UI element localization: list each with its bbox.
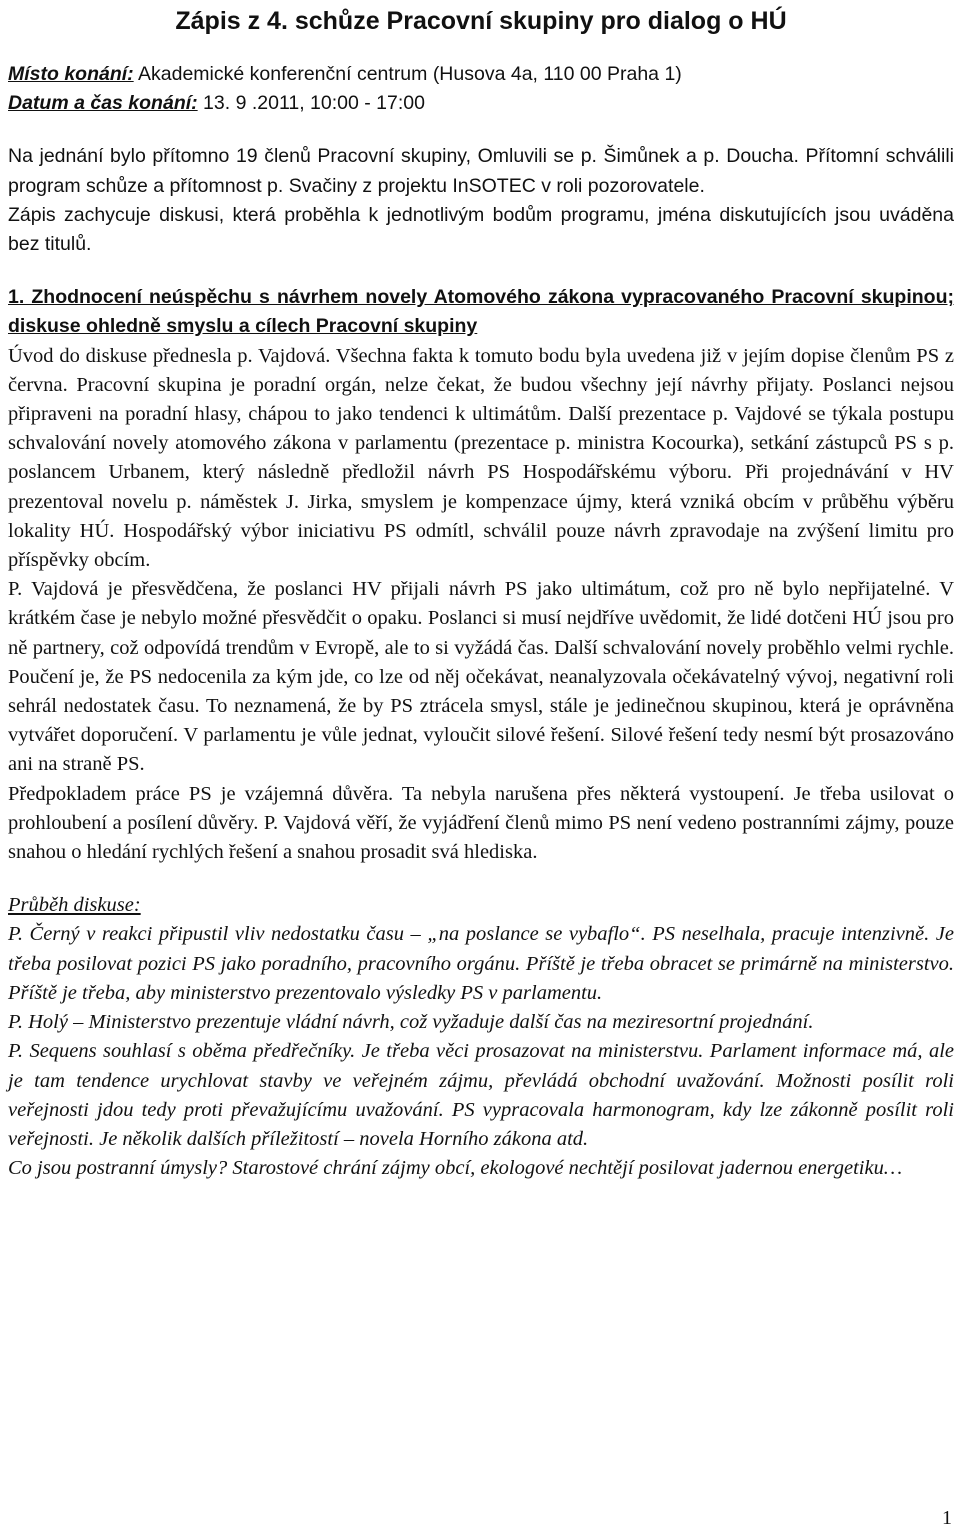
discussion-paragraph: P. Sequens souhlasí s oběma předřečníky. Je třeba věci prosazovat na ministerstvu. Parlament informace má, ale je tam tendence urychlovat stavby ve veřejném zájmu, převládá obchodní uvažování. Možnosti posílit roli veřejnosti jdou tedy proti převažujícímu uvažování. PS vypracovala harmonogram, kdy lze zákonně posílit roli veřejnosti. Je několik dalších příležitostí – novela Horního zákona atd. — [8, 1040, 954, 1150]
section-heading: 1. Zhodnocení neúspěchu s návrhem novely Atomového zákona vypracovaného Pracovní skupinou; diskuse ohledně smyslu a cílech Pracovní skupiny — [8, 286, 954, 338]
document-page — [8, 0, 954, 1183]
page-number: 1 — [942, 1507, 952, 1529]
meeting-place — [8, 60, 954, 89]
date-label: Datum a čas konání: — [8, 92, 198, 115]
meeting-meta — [8, 60, 954, 118]
discussion-paragraph: P. Holý – Ministerstvo prezentuje vládní návrh, což vyžaduje další čas na meziresortní projednání. — [8, 1011, 814, 1034]
discussion-paragraph: Co jsou postranní úmysly? Starostové chrání zájmy obcí, ekologové nechtějí posilovat jadernou energetiku… — [8, 1157, 903, 1180]
intro-paragraph: Zápis zachycuje diskusi, která proběhla k jednotlivým bodům programu, jména diskutujících jsou uváděna bez titulů. — [8, 203, 954, 256]
place-label: Místo konání: — [8, 63, 134, 85]
intro-paragraph: Na jednání bylo přítomno 19 členů Pracovní skupiny, Omluvili se p. Šimůnek a p. Doucha. Přítomní schválili program schůze a přítomnost p. Svačiny z projektu InSOTEC v roli pozorovatele. — [8, 145, 954, 197]
section-paragraph: P. Vajdová je přesvědčena, že poslanci HV přijali návrh PS jako ultimátum, což pro ně bylo nepřijatelné. V krátkém čase je nebylo možné přesvědčit o opaku. Poslanci si musí nejdříve uvědomit, že lidé dotčeni HÚ jsou pro ně partnery, což odpovídá trendům v Evropě, ale to si vyžádá čas. Další schvalování novely proběhlo velmi rychle. Poučení je, že PS nedocenila za kým jde, co lze od něj očekávat, neanalyzovala očekávatelný vývoj, negativní roli sehrál nedostatek času. To neznamená, že by PS ztrácela smysl, stále je jedinečnou skupinou, která je oprávněna vytvářet doporučení. V parlamentu je vůle jednat, vyloučit silové řešení. Silové řešení tedy nesmí být prosazováno ani na straně PS. — [8, 578, 954, 776]
discussion-paragraph: P. Černý v reakci připustil vliv nedostatku času – „na poslance se vybaflo“. PS neselhala, pracuje intenzivně. Je třeba posilovat pozici PS jako poradního, pracovního orgánu. Příště je třeba obracet se primárně na ministerstvo. Příště je třeba, aby ministerstvo prezentovalo výsledky PS v parlamentu. — [8, 923, 954, 1004]
section-paragraph: Úvod do diskuse přednesla p. Vajdová. Všechna fakta k tomuto bodu byla uvedena již v jejím dopise členům PS z června. Pracovní skupina je poradní orgán, nelze čekat, že budou všechny její návrhy přijaty. Poslanci nejsou připraveni na poradní hlasy, chápou to jako tendenci k ultimátům. Další prezentace p. Vajdové se týkala postupu schvalování novely atomového zákona v parlamentu (prezentace p. ministra Kocourka), setkání zástupců PS s p. poslancem Urbanem, který následně předložil návrh PS Hospodářskému výboru. Při projednávání v HV prezentoval novelu p. náměstek J. Jirka, smyslem je kompenzace újmy, která vzniká obcím v průběhu výběru lokality HÚ. Hospodářský výbor iniciativu PS odmítl, schválil pouze návrh zpravodaje na zvýšení limitu pro příspěvky obcím. — [8, 344, 954, 572]
discussion-heading: Průběh diskuse: — [8, 894, 141, 917]
place-value: Akademické konferenční centrum (Husova 4a, 110 00 Praha 1) — [133, 63, 682, 85]
meeting-date — [8, 89, 954, 118]
date-value: 13. 9 .2011, 10:00 - 17:00 — [197, 92, 425, 115]
section-paragraph: Předpokladem práce PS je vzájemná důvěra. Ta nebyla narušena přes některá vystoupení. Je třeba usilovat o prohloubení a posílení důvěry. P. Vajdová věří, že vyjádření členů mimo PS není vedeno postranními zájmy, pouze snahou o hledání rychlých řešení a snahou prosadit svá hlediska. — [8, 782, 954, 864]
document-title: Zápis z 4. schůze Pracovní skupiny pro dialog o HÚ — [175, 7, 787, 35]
